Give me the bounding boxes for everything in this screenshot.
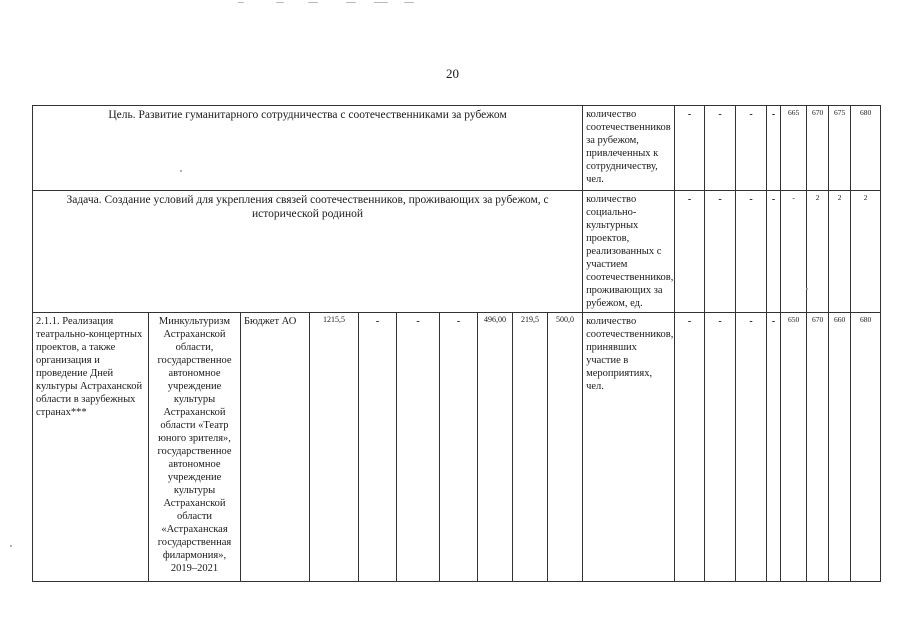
funding-year-value: 219,5 [513, 313, 548, 582]
goal-value: 675 [829, 106, 851, 191]
scan-speck [806, 288, 808, 290]
scan-artifact-marks [228, 2, 428, 6]
indicator-value: 670 [807, 313, 829, 582]
funding-year-value: 500,0 [548, 313, 583, 582]
indicator-value: 660 [829, 313, 851, 582]
goal-row [33, 106, 881, 191]
task-value: 2 [829, 191, 851, 313]
scan-speck [180, 170, 182, 172]
funding-source: Бюджет АО [241, 313, 310, 582]
goal-value: - [705, 106, 736, 191]
task-value: 2 [851, 191, 881, 313]
funding-total: 1215,5 [310, 313, 359, 582]
task-value: - [781, 191, 807, 313]
measure-name: 2.1.1. Реализация театрально-концертных проектов, а также организация и проведение Дней культуры Астраханской области в зарубежных странах*** [33, 313, 149, 582]
task-indicator: количество социально-культурных проектов, реализованных с участием соотечественников, проживающих за рубежом, ед. [583, 191, 675, 313]
indicator-value: 680 [851, 313, 881, 582]
task-text: Задача. Создание условий для укрепления связей соотечественников, проживающих за рубежом, с исторической родиной [33, 191, 583, 313]
task-value: - [675, 191, 705, 313]
indicator-value: - [736, 313, 767, 582]
program-table [32, 105, 881, 582]
goal-value: 665 [781, 106, 807, 191]
indicator-value: - [675, 313, 705, 582]
measure-indicator: количество соотечественников, принявших участие в мероприятиях, чел. [583, 313, 675, 582]
indicator-value: - [767, 313, 781, 582]
funding-year-value: - [440, 313, 478, 582]
funding-year-value: - [397, 313, 440, 582]
task-value: - [705, 191, 736, 313]
goal-value: - [767, 106, 781, 191]
funding-year-value: 496,00 [478, 313, 513, 582]
task-row [33, 191, 881, 313]
goal-value: 670 [807, 106, 829, 191]
goal-value: - [736, 106, 767, 191]
measure-executor: Минкультуризм Астраханской области, государственное автономное учреждение культуры Астраханской области «Театр юного зрителя», государственное автономное учреждение культуры Астраханской области «Астраханская государственная филармония», 2019–2021 [149, 313, 241, 582]
measure-row [33, 313, 881, 582]
funding-year-value: - [359, 313, 397, 582]
scan-speck [10, 545, 12, 547]
task-value: 2 [807, 191, 829, 313]
page-number: 20 [446, 66, 459, 81]
goal-value: 680 [851, 106, 881, 191]
task-value: - [767, 191, 781, 313]
indicator-value: 650 [781, 313, 807, 582]
goal-indicator: количество соотечественников за рубежом, привлеченных к сотрудничеству, чел. [583, 106, 675, 191]
indicator-value: - [705, 313, 736, 582]
task-value: - [736, 191, 767, 313]
goal-value: - [675, 106, 705, 191]
goal-text: Цель. Развитие гуманитарного сотрудничества с соотечественниками за рубежом [33, 106, 583, 191]
